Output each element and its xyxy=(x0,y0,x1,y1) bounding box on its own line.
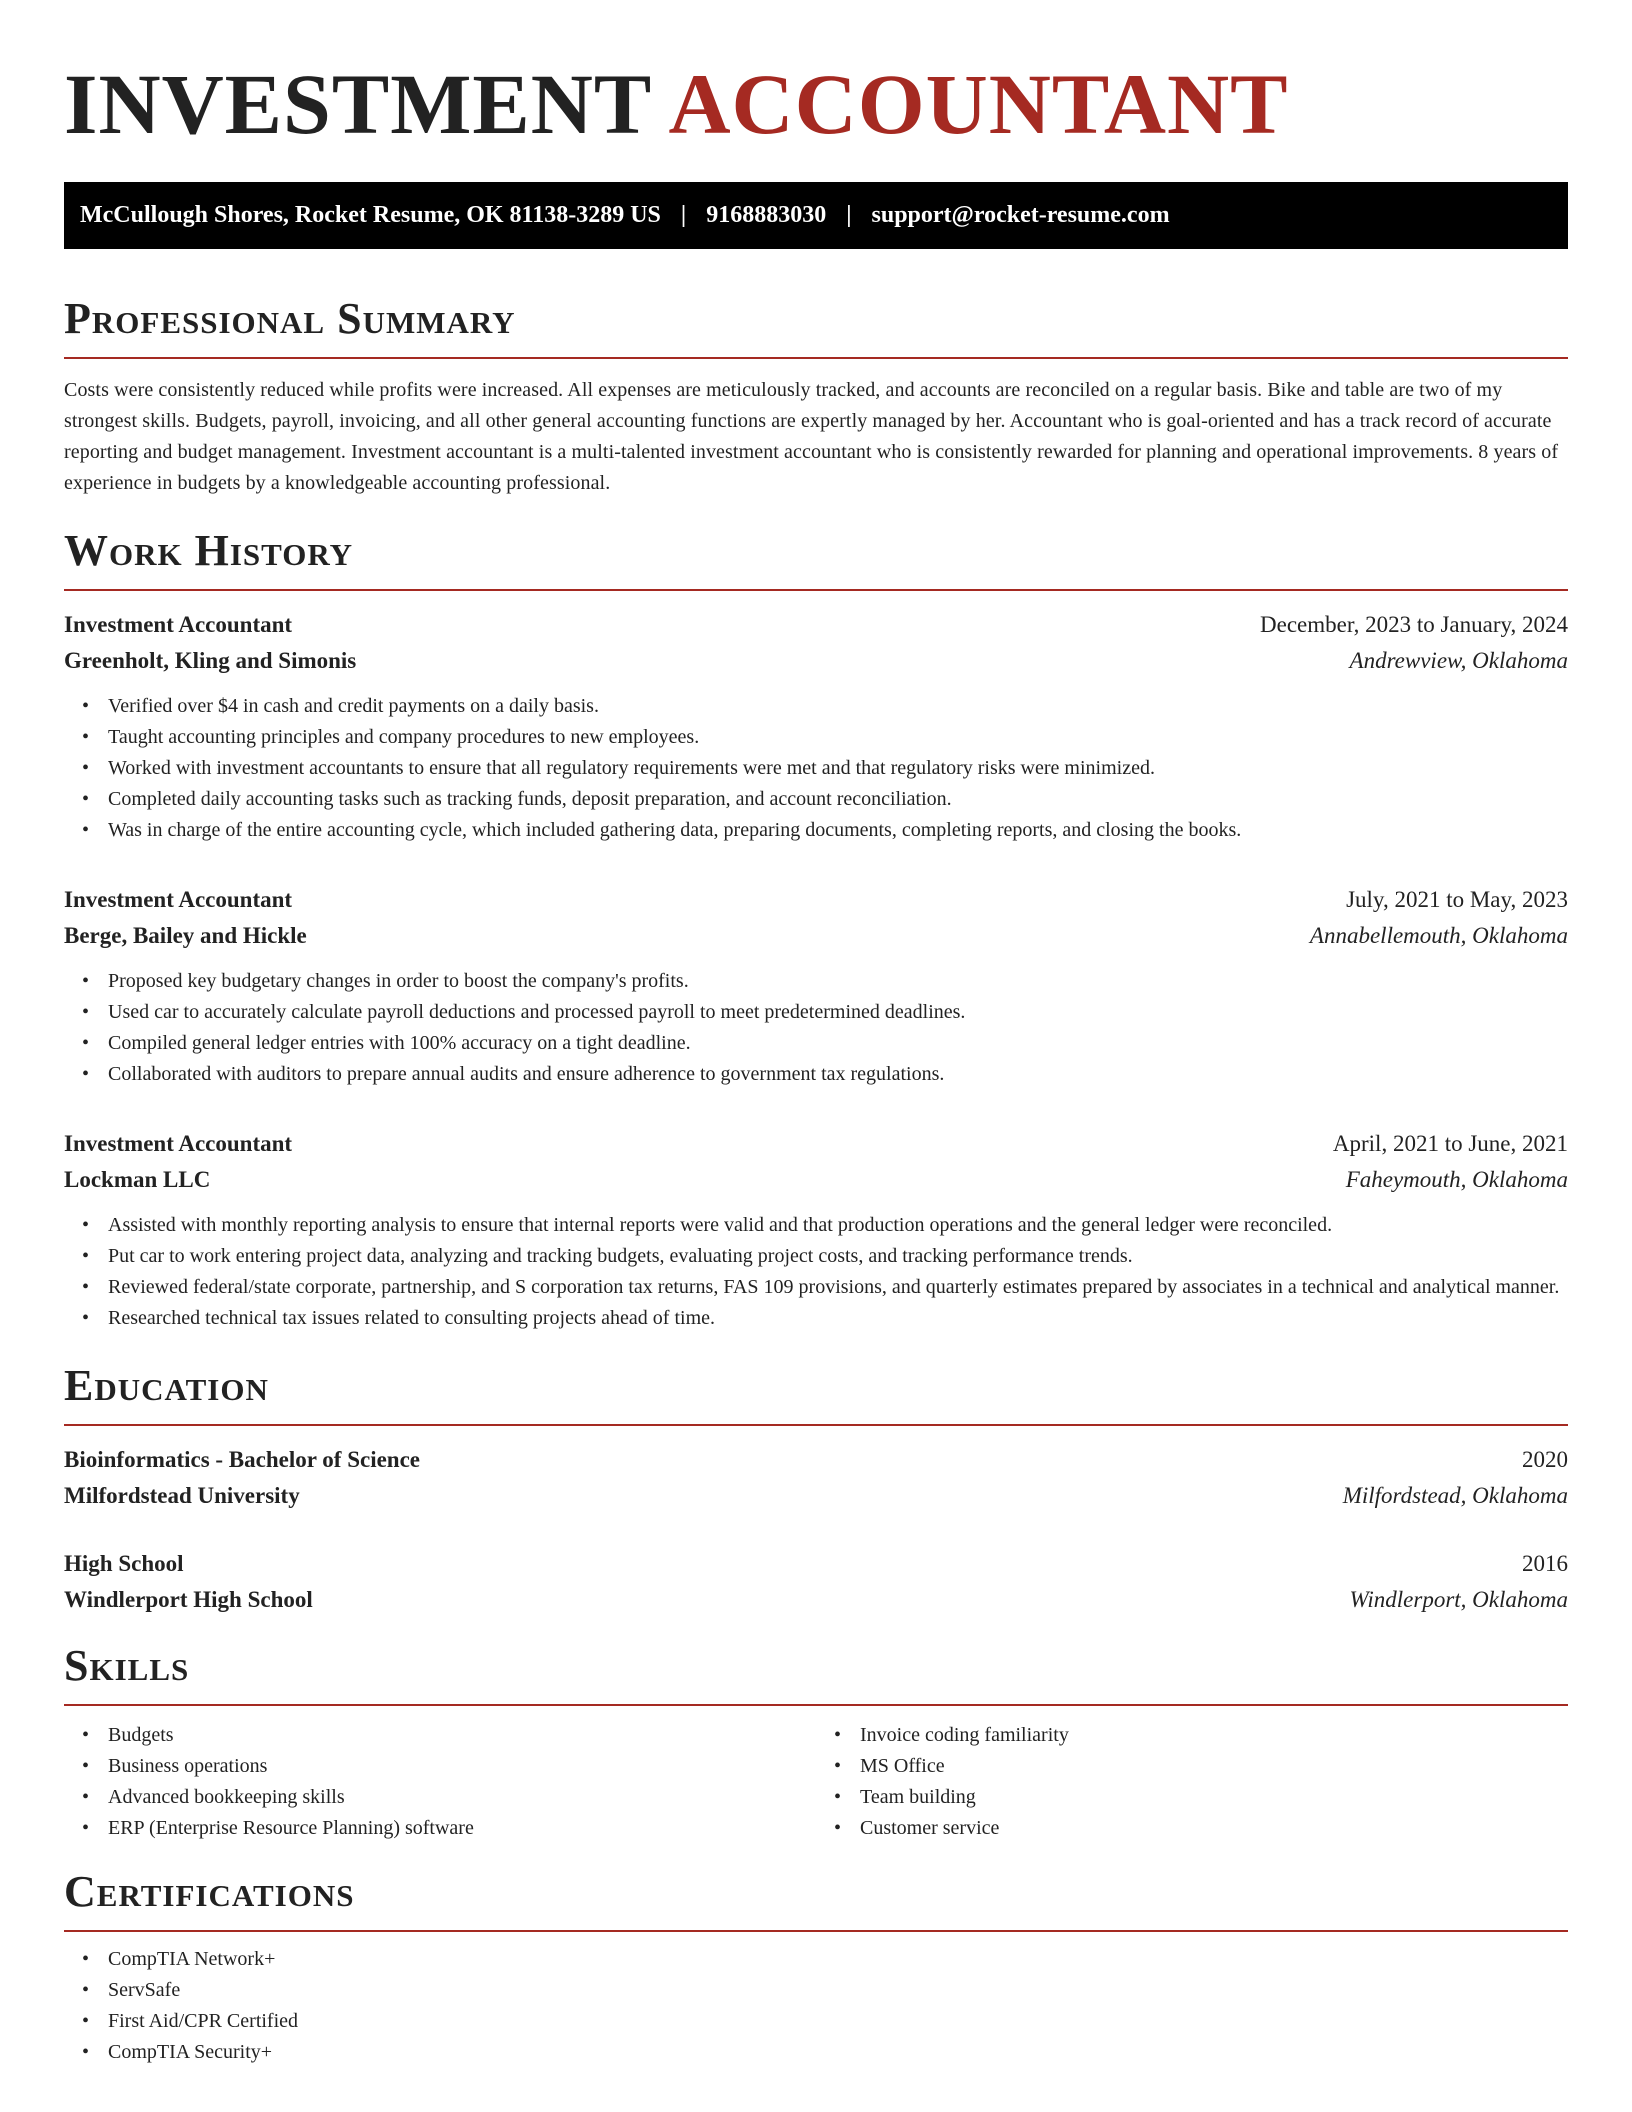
job-location: Andrewview, Oklahoma xyxy=(1349,648,1568,673)
job-company: Lockman LLC xyxy=(64,1167,211,1192)
resume-page xyxy=(64,0,1568,2068)
section-divider xyxy=(64,589,1568,591)
resume-title xyxy=(64,58,1568,150)
education-entry xyxy=(64,1546,1568,1618)
job-title: Investment Accountant xyxy=(64,887,293,912)
skills-list-right xyxy=(816,1720,1568,1844)
job-company: Berge, Bailey and Hickle xyxy=(64,923,307,948)
education-year: 2020 xyxy=(1522,1447,1568,1472)
contact-address: McCullough Shores, Rocket Resume, OK 81138-3289 US xyxy=(80,202,661,228)
list-item: • CompTIA Security+ xyxy=(108,2037,1568,2068)
list-item: • Assisted with monthly reporting analysis to ensure that internal reports were valid and that production operations and the general ledger were reconciled. xyxy=(108,1210,1568,1241)
job-dates: July, 2021 to May, 2023 xyxy=(1346,887,1568,912)
list-item: • Put car to work entering project data, analyzing and tracking budgets, evaluating project costs, and tracking performance trends. xyxy=(108,1241,1568,1272)
section-divider xyxy=(64,1930,1568,1932)
skills-heading: Skills xyxy=(64,1641,190,1690)
title-second-word: ACCOUNTANT xyxy=(668,56,1289,152)
list-item: • Was in charge of the entire accounting cycle, which included gathering data, preparing documents, completing reports, and closing the books. xyxy=(108,815,1568,846)
job-title: Investment Accountant xyxy=(64,1131,293,1156)
education-location: Windlerport, Oklahoma xyxy=(1349,1587,1568,1612)
list-item: • Used car to accurately calculate payroll deductions and processed payroll to meet predetermined deadlines. xyxy=(108,997,1568,1028)
job-entry xyxy=(64,882,1568,1090)
contact-separator: | xyxy=(680,202,687,228)
contact-email: support@rocket-resume.com xyxy=(871,202,1170,228)
list-item: • Taught accounting principles and company procedures to new employees. xyxy=(108,722,1568,753)
job-title: Investment Accountant xyxy=(64,612,293,637)
education-entry xyxy=(64,1442,1568,1514)
certifications-list xyxy=(64,1944,1568,2068)
education-year: 2016 xyxy=(1522,1551,1568,1576)
list-item: • Budgets xyxy=(108,1720,816,1751)
work-history-section xyxy=(64,525,1568,1334)
list-item: • Advanced bookkeeping skills xyxy=(108,1782,816,1813)
list-item: • Customer service xyxy=(860,1813,1568,1844)
list-item: • Invoice coding familiarity xyxy=(860,1720,1568,1751)
list-item: • MS Office xyxy=(860,1751,1568,1782)
education-school: Windlerport High School xyxy=(64,1587,313,1612)
list-item: • Collaborated with auditors to prepare annual audits and ensure adherence to government tax regulations. xyxy=(108,1059,1568,1090)
section-divider xyxy=(64,357,1568,359)
education-location: Milfordstead, Oklahoma xyxy=(1342,1483,1568,1508)
job-dates: December, 2023 to January, 2024 xyxy=(1260,612,1568,637)
summary-heading: Professional Summary xyxy=(64,294,516,343)
list-item: • Reviewed federal/state corporate, partnership, and S corporation tax returns, FAS 109 provisions, and quarterly estimates prepared by associates in a technical and analytical manner. xyxy=(108,1272,1568,1303)
list-item: • First Aid/CPR Certified xyxy=(108,2006,1568,2037)
job-location: Annabellemouth, Oklahoma xyxy=(1309,923,1568,948)
list-item: • Verified over $4 in cash and credit payments on a daily basis. xyxy=(108,691,1568,722)
job-dates: April, 2021 to June, 2021 xyxy=(1332,1131,1568,1156)
education-degree: Bioinformatics - Bachelor of Science xyxy=(64,1447,421,1472)
job-bullet-list xyxy=(64,691,1568,846)
list-item: • Business operations xyxy=(108,1751,816,1782)
job-company: Greenholt, Kling and Simonis xyxy=(64,648,357,673)
title-first-word: INVESTMENT xyxy=(64,56,651,152)
job-entry xyxy=(64,607,1568,846)
list-item: • ERP (Enterprise Resource Planning) software xyxy=(108,1813,816,1844)
contact-separator: | xyxy=(846,202,852,228)
job-entry xyxy=(64,1126,1568,1334)
list-item: • Completed daily accounting tasks such as tracking funds, deposit preparation, and account reconciliation. xyxy=(108,784,1568,815)
education-section xyxy=(64,1360,1568,1618)
education-heading: Education xyxy=(64,1361,269,1410)
list-item: • CompTIA Network+ xyxy=(108,1944,1568,1975)
work-history-heading: Work History xyxy=(64,526,354,575)
job-location: Faheymouth, Oklahoma xyxy=(1345,1167,1568,1192)
list-item: • Worked with investment accountants to ensure that all regulatory requirements were met and that regulatory risks were minimized. xyxy=(108,753,1568,784)
certifications-section xyxy=(64,1866,1568,2068)
contact-bar xyxy=(64,182,1568,249)
skills-columns xyxy=(64,1720,1568,1844)
summary-text: Costs were consistently reduced while profits were increased. All expenses are meticulously tracked, and accounts are reconciled on a regular basis. Bike and table are two of my strongest skills. Budgets, payroll, invoicing, and all other general accounting functions are expertly managed by her. Accountant who is goal-oriented and has a track record of accurate reporting and budget management. Investment accountant is a multi-talented investment accountant who is consistently rewarded for planning and operational improvements. 8 years of experience in budgets by a knowledgeable accounting professional. xyxy=(64,379,1559,494)
education-degree: High School xyxy=(64,1551,184,1576)
summary-section xyxy=(64,293,1568,499)
skills-list-left xyxy=(64,1720,816,1844)
section-divider xyxy=(64,1704,1568,1706)
list-item: • Compiled general ledger entries with 100% accuracy on a tight deadline. xyxy=(108,1028,1568,1059)
list-item: • Team building xyxy=(860,1782,1568,1813)
certifications-heading: Certifications xyxy=(64,1867,355,1916)
job-bullet-list xyxy=(64,1210,1568,1334)
job-bullet-list xyxy=(64,966,1568,1090)
section-divider xyxy=(64,1424,1568,1426)
list-item: • Researched technical tax issues related to consulting projects ahead of time. xyxy=(108,1303,1568,1334)
list-item: • ServSafe xyxy=(108,1975,1568,2006)
education-school: Milfordstead University xyxy=(64,1483,300,1508)
list-item: • Proposed key budgetary changes in order to boost the company's profits. xyxy=(108,966,1568,997)
skills-section xyxy=(64,1640,1568,1844)
contact-phone: 9168883030 xyxy=(706,202,827,228)
